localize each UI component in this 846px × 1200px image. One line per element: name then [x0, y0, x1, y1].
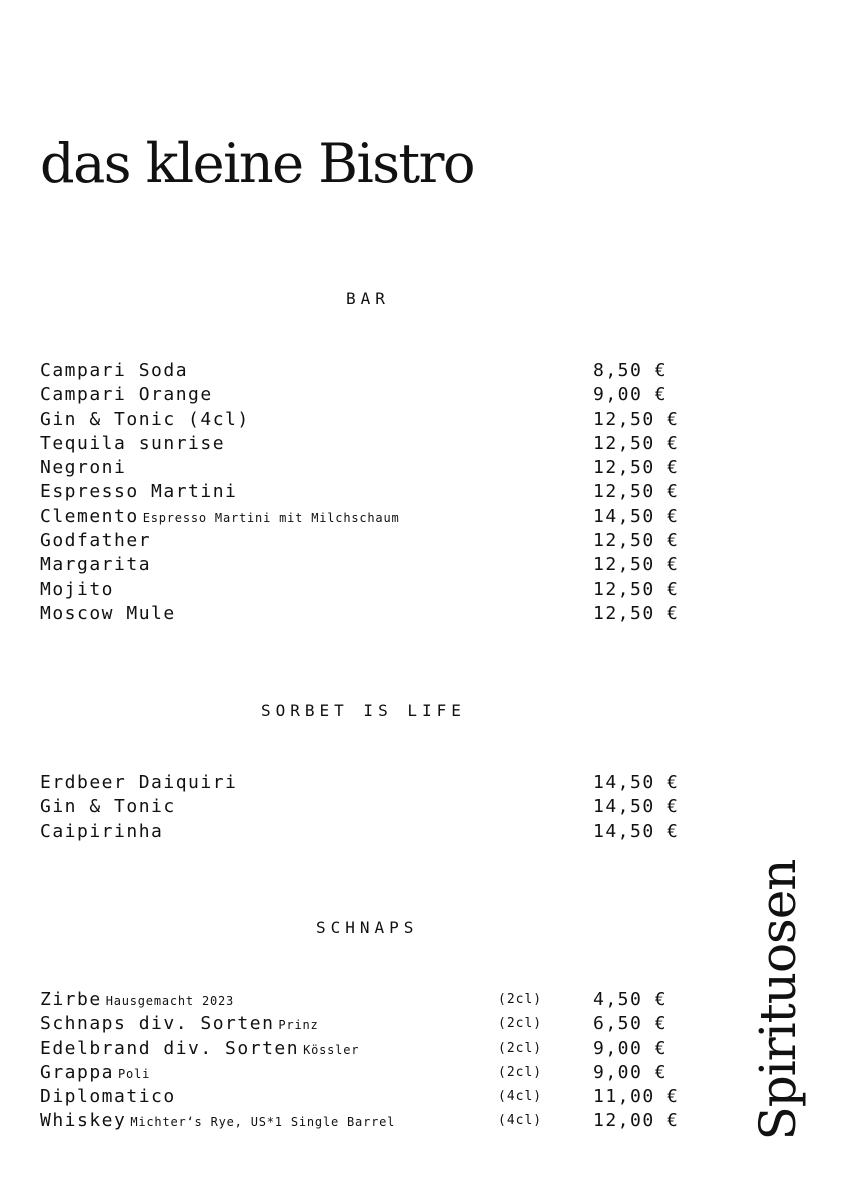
item-name: Negroni: [40, 457, 127, 479]
item-price: 6,50 €: [593, 1013, 668, 1035]
schnaps-list: [40, 988, 700, 1134]
bar-list: [40, 359, 700, 626]
item-name: Gin & Tonic (4cl): [40, 408, 250, 430]
item-name: Gin & Tonic: [40, 796, 176, 818]
item-note: Michter‘s Rye, US*1 Single Barrel: [130, 1115, 396, 1130]
section-title-sorbet: SORBET IS LIFE: [261, 701, 466, 720]
section-title-bar: BAR: [346, 289, 390, 308]
item-name: Margarita: [40, 554, 152, 576]
item-note: Kössler: [303, 1042, 360, 1057]
item-name: Grappa: [40, 1061, 115, 1083]
menu-item: [40, 359, 700, 383]
item-name: Zirbe: [40, 989, 102, 1010]
menu-item: [40, 1085, 700, 1109]
item-name: Mojito: [40, 578, 115, 600]
item-price: 12,50 €: [593, 602, 680, 624]
item-name: Clemento: [40, 505, 139, 527]
item-name: Campari Orange: [40, 384, 213, 406]
menu-item: [40, 1037, 700, 1061]
item-price: 9,00 €: [593, 1061, 668, 1083]
item-price: 8,50 €: [593, 360, 668, 381]
item-name: Caipirinha: [40, 820, 164, 842]
menu-item: [40, 988, 700, 1012]
item-size: (4cl): [498, 1089, 543, 1105]
item-note: Poli: [118, 1066, 151, 1081]
item-size: (2cl): [498, 1016, 543, 1032]
sorbet-list: [40, 771, 700, 844]
item-note: Espresso Martini mit Milchschaum: [142, 510, 400, 525]
item-price: 12,50 €: [593, 554, 680, 576]
item-name: Schnaps div. Sorten: [40, 1013, 275, 1035]
menu-item: [40, 529, 700, 553]
menu-item: [40, 408, 700, 432]
menu-item: [40, 578, 700, 602]
bistro-title: das kleine Bistro: [40, 132, 474, 195]
item-price: 12,50 €: [593, 432, 680, 454]
item-size: (2cl): [498, 1064, 543, 1080]
item-price: 14,50 €: [593, 796, 680, 818]
menu-item: [40, 383, 700, 407]
item-name: Campari Soda: [40, 360, 189, 381]
item-name: Diplomatico: [40, 1086, 176, 1108]
side-label-spirituosen: Spirituosen: [749, 859, 807, 1141]
item-price: 4,50 €: [593, 989, 668, 1010]
menu-item: [40, 432, 700, 456]
item-name: Erdbeer Daiquiri: [40, 772, 238, 793]
menu-item: [40, 456, 700, 480]
item-name: Whiskey: [40, 1110, 127, 1132]
item-size: (4cl): [498, 1113, 543, 1129]
item-price: 9,00 €: [593, 384, 668, 406]
item-name: Tequila sunrise: [40, 432, 226, 454]
menu-item: [40, 1012, 700, 1036]
item-price: 12,50 €: [593, 408, 680, 430]
menu-item: [40, 820, 700, 844]
item-price: 12,50 €: [593, 530, 680, 552]
item-name: Espresso Martini: [40, 481, 238, 503]
menu-item: [40, 553, 700, 577]
menu-item: [40, 480, 700, 504]
item-price: 12,00 €: [593, 1110, 680, 1132]
item-note: Prinz: [278, 1018, 319, 1033]
item-price: 12,50 €: [593, 578, 680, 600]
item-name: Godfather: [40, 530, 152, 552]
item-price: 11,00 €: [593, 1086, 680, 1108]
menu-item: [40, 771, 700, 795]
item-name: Moscow Mule: [40, 602, 176, 624]
item-size: (2cl): [498, 992, 543, 1007]
menu-item: [40, 1061, 700, 1085]
item-price: 12,50 €: [593, 457, 680, 479]
item-price: 12,50 €: [593, 481, 680, 503]
section-title-schnaps: SCHNAPS: [316, 918, 419, 937]
item-price: 9,00 €: [593, 1037, 668, 1059]
item-price: 14,50 €: [593, 820, 680, 842]
item-name: Edelbrand div. Sorten: [40, 1037, 300, 1059]
menu-item: [40, 1109, 700, 1133]
item-price: 14,50 €: [593, 772, 680, 793]
menu-item: [40, 795, 700, 819]
item-size: (2cl): [498, 1040, 543, 1056]
menu-item: [40, 505, 700, 529]
menu-item: [40, 602, 700, 626]
item-price: 14,50 €: [593, 505, 680, 527]
item-note: Hausgemacht 2023: [105, 994, 235, 1008]
